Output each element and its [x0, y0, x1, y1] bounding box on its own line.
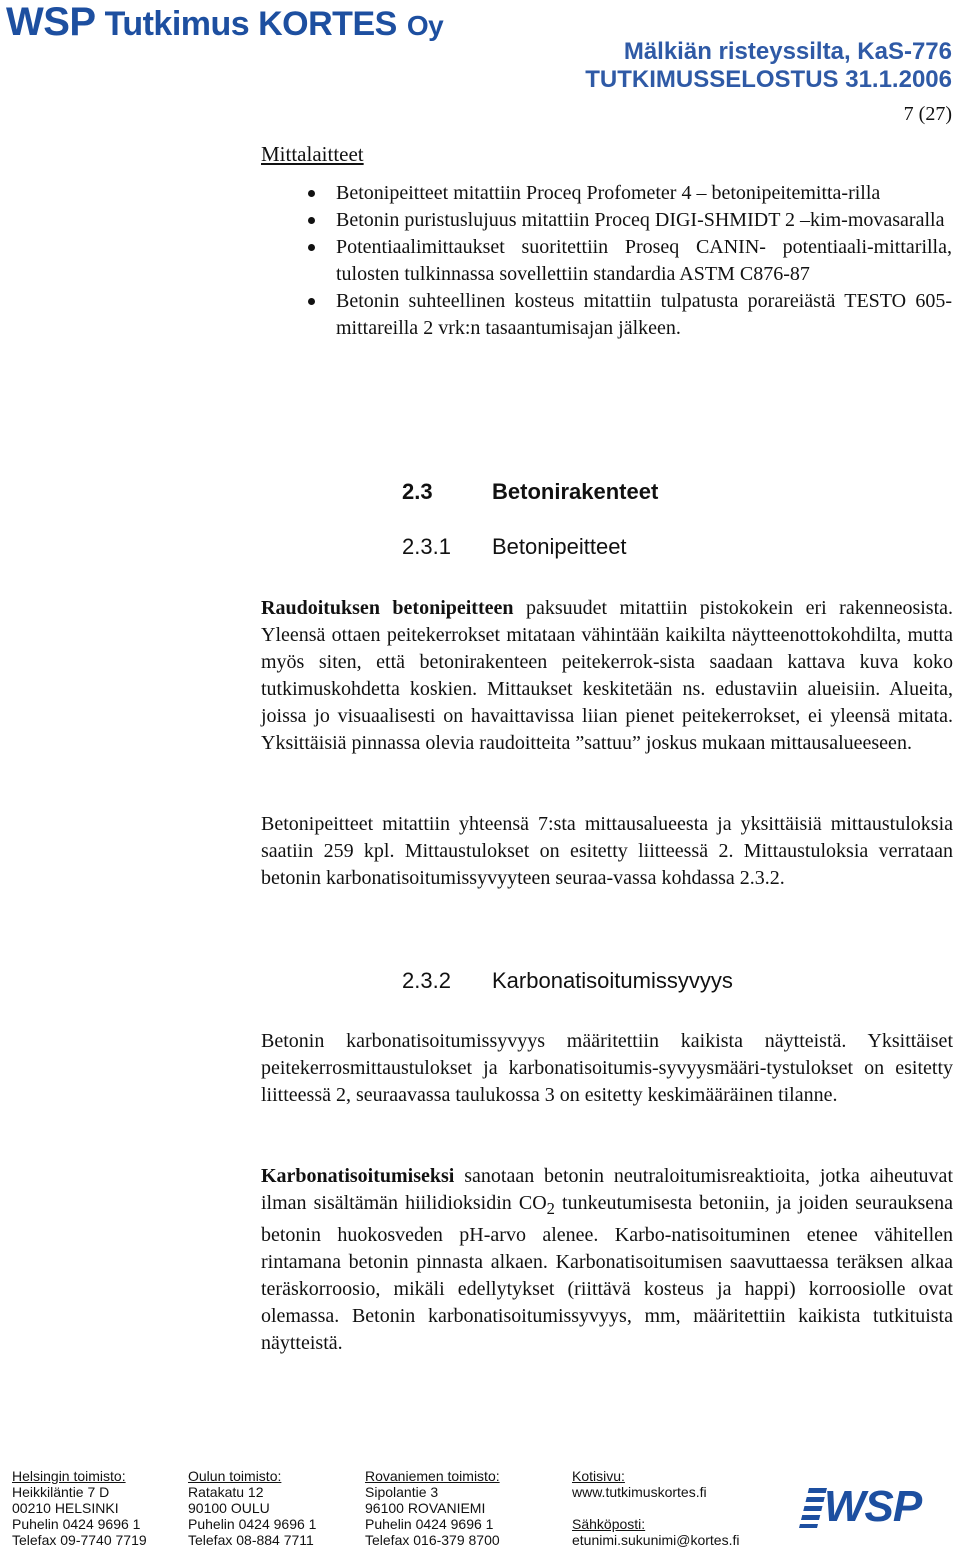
bullet-icon: [308, 190, 315, 197]
list-item: [262, 207, 952, 234]
list-item: [262, 288, 952, 342]
footer-address: Heikkiläntie 7 D: [12, 1484, 110, 1500]
list-item: [262, 234, 952, 288]
email-link[interactable]: etunimi.sukunimi@kortes.fi: [572, 1532, 740, 1548]
list-item-text: Potentiaalimittaukset suoritettiin Proseq CANIN- potentiaali-mittarilla, tulosten tulkinnassa sovellettiin standardia ASTM C876-87: [336, 236, 952, 285]
footer-heading: Helsingin toimisto:: [12, 1468, 126, 1484]
footer-fax: Telefax 016-379 8700: [365, 1532, 500, 1548]
bold-term: Karbonatisoitumiseksi: [261, 1165, 455, 1187]
footer-fax: Telefax 09-7740 7719: [12, 1532, 147, 1548]
page-number: 7 (27): [903, 103, 952, 125]
footer-oulu: [188, 1468, 316, 1548]
logo-wsp: WSP: [6, 0, 96, 44]
footer-helsinki: [12, 1468, 147, 1548]
report-header: [585, 38, 952, 94]
wsp-logo-text: WSP: [824, 1482, 922, 1531]
footer-city: 90100 OULU: [188, 1500, 270, 1516]
list-item-text: Betonin puristuslujuus mitattiin Proceq DIGI-SHMIDT 2 –kim-movasaralla: [336, 209, 945, 231]
footer-heading: Oulun toimisto:: [188, 1468, 282, 1484]
company-logo: [6, 0, 443, 45]
heading-2-3: [402, 479, 658, 505]
paragraph-karbonatisoitumissyvyys-1: Betonin karbonatisoitumissyvyys määritettiin kaikista näytteistä. Yksittäiset peitekerrosmittaustulokset ja karbonatisoitumis-syvyysmääri-tystulokset on esitetty liitteessä 2, seuraavassa taulukossa 3 on esitetty keskimääräinen tilanne.: [261, 1030, 953, 1106]
paragraph-karbonatisoitumissyvyys-2: [261, 1163, 953, 1357]
paragraph-betonipeitteet-2: Betonipeitteet mitattiin yhteensä 7:sta mittausalueesta ja yksittäisiä mittaustuloksia saatiin 259 kpl. Mittaustulokset on esitetty liitteessä 2. Mittaustuloksia verrataan betonin karbonatisoitumissyvyyteen seuraa-vassa kohdassa 2.3.2.: [261, 813, 953, 889]
footer-city: 96100 ROVANIEMI: [365, 1500, 486, 1516]
paragraph-betonipeitteet-1: [261, 595, 953, 757]
heading-number: 2.3: [402, 479, 433, 504]
footer-address: Sipolantie 3: [365, 1484, 439, 1500]
footer-phone: Puhelin 0424 9696 1: [365, 1516, 494, 1532]
paragraph-text: sanotaan betonin neutraloitumisreaktioita, jotka aiheutuvat ilman sisältämän hiilidioksidin CO: [261, 1165, 953, 1214]
heading-text: Betonirakenteet: [492, 479, 659, 504]
footer-contact: [572, 1468, 740, 1548]
logo-oy: Oy: [406, 10, 444, 41]
heading-text: Karbonatisoitumissyvyys: [492, 968, 733, 993]
list-item: [262, 180, 952, 207]
project-title: Mälkiän risteyssilta, KaS-776: [623, 38, 952, 65]
wsp-logo: [824, 1482, 921, 1532]
report-title: TUTKIMUSSELOSTUS 31.1.2006: [585, 66, 952, 93]
footer-heading: Kotisivu:: [572, 1468, 625, 1484]
logo-tutkimus-kortes: Tutkimus KORTES: [95, 5, 397, 43]
subscript: 2: [546, 1199, 555, 1218]
heading-2-3-1: [402, 534, 627, 560]
bullet-icon: [308, 217, 315, 224]
heading-2-3-2: [402, 968, 733, 994]
heading-number: 2.3.2: [402, 968, 451, 993]
paragraph-text: paksuudet mitattiin pistokokein eri rakenneosista. Yleensä ottaen peitekerrokset mitataan vähintään kaikilta näytteenottokohdilta, mutta myös siten, että betonirakenteen peitekerrok-sista saadaan kattava kuva koko tutkimuskohdetta koskien. Mittaukset keskitetään ns. edustaviin alueisiin. Alueita, joissa jo visuaalisesti on havaittavissa liian pienet peitekerrokset, ei yleensä mitata. Yksittäisiä pinnassa olevia raudoitteita ”sattuu” joskus mukaan mittausalueeseen.: [261, 597, 954, 754]
footer-fax: Telefax 08-884 7711: [188, 1532, 314, 1548]
heading-text: Betonipeitteet: [492, 534, 627, 559]
website-link[interactable]: www.tutkimuskortes.fi: [572, 1484, 707, 1500]
footer-address: Ratakatu 12: [188, 1484, 264, 1500]
section-title-mittalaitteet: Mittalaitteet: [261, 142, 364, 166]
footer-heading: Sähköposti:: [572, 1516, 646, 1532]
list-item-text: Betonipeitteet mitattiin Proceq Profometer 4 – betonipeitemitta-rilla: [336, 182, 881, 204]
bullet-icon: [308, 244, 315, 251]
footer-phone: Puhelin 0424 9696 1: [188, 1516, 317, 1532]
heading-number: 2.3.1: [402, 534, 451, 559]
bullet-icon: [308, 298, 315, 305]
list-item-text: Betonin suhteellinen kosteus mitattiin tulpatusta porareiästä TESTO 605- mittareilla 2 vrk:n tasaantumisajan jälkeen.: [336, 290, 952, 339]
footer-rovaniemi: [365, 1468, 500, 1548]
footer-heading: Rovaniemen toimisto:: [365, 1468, 500, 1484]
footer-city: 00210 HELSINKI: [12, 1500, 119, 1516]
bold-term: Raudoituksen betonipeitteen: [261, 597, 514, 619]
footer-phone: Puhelin 0424 9696 1: [12, 1516, 141, 1532]
paragraph-text: tunkeutumisesta betoniin, ja joiden seurauksena betonin huokosveden pH-arvo alenee. Karbo-natisoituminen etenee vähitellen rintamana betonin pinnasta alkaen. Karbonatisoitumisen saavuttaessa teräksen alkaa teräskorroosio, mikäli edellytykset (riittävä kosteus ja happi) korroosiolle ovat olemassa. Betonin karbonatisoitumissyvyys, mm, määritettiin kaikista tutkituista näytteistä.: [261, 1192, 953, 1354]
equipment-list: [262, 180, 952, 342]
